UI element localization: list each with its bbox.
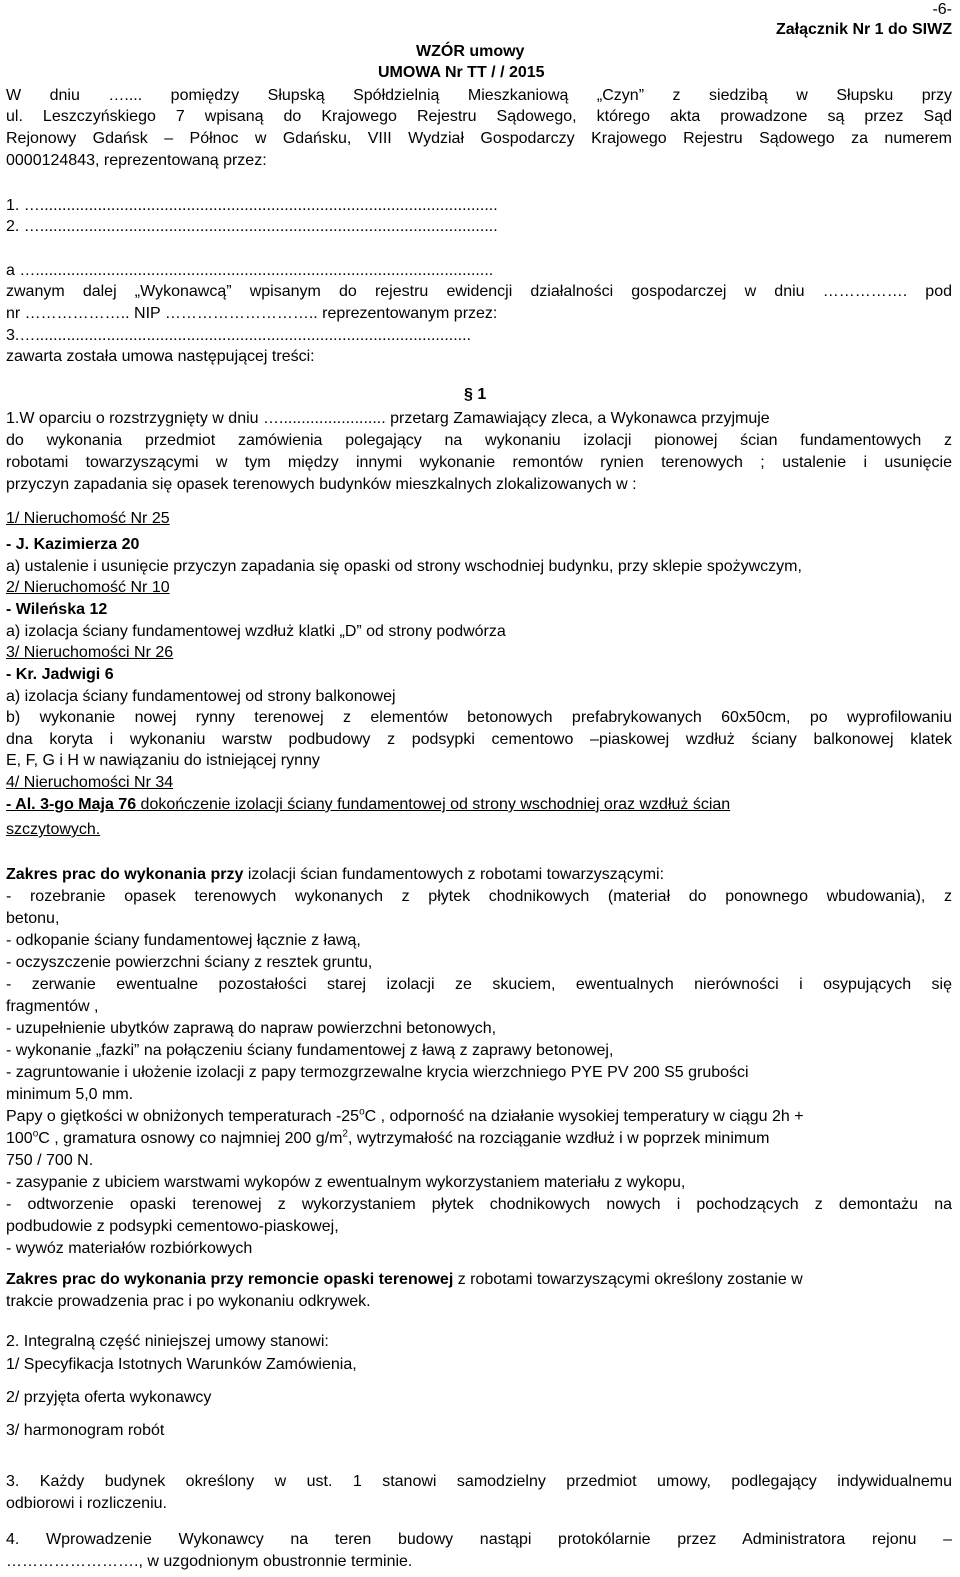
scope2-line-2: trakcie prowadzenia prac i po wykonaniu odkrywek. <box>6 1293 371 1310</box>
papa-spec-2b: C , gramatura osnowy co najmniej 200 g/m <box>38 1130 343 1147</box>
clause-1-rest: przetarg Zamawiający zleca, a Wykonawca przyjmuje <box>385 410 770 427</box>
template-title: WZÓR umowy <box>416 43 525 60</box>
contract-concluded-line: zawarta została umowa następującej treści: <box>6 348 315 365</box>
rep-line-2: 2. …....................................................................................................... <box>6 218 498 235</box>
scope-item-2: - odkopanie ściany fundamentowej łącznie z ławą, <box>6 932 361 949</box>
property-1-item-a: a) ustalenie i usunięcie przyczyn zapadania się opaski od strony wschodniej budynku, przy sklepie spożywczym, <box>6 558 802 575</box>
intro-line-4: 0000124843, reprezentowaną przez: <box>6 152 267 169</box>
property-4-title: 4/ Nieruchomości Nr 34 <box>6 774 174 791</box>
property-2-title: 2/ Nieruchomość Nr 10 <box>6 579 170 596</box>
papa-spec-1a: Papy o giętkości w obniżonych temperaturach -25 <box>6 1108 360 1125</box>
intro-line-2: ul. Leszczyńskiego 7 wpisaną do Krajowego Rejestru Sądowego, którego akta prowadzone są przez Sąd <box>6 108 952 125</box>
annex-label: Załącznik Nr 1 do SIWZ <box>775 21 952 38</box>
property-4-text: dokończenie izolacji ściany fundamentowej od strony wschodniej oraz wzdłuż ścian <box>136 796 731 813</box>
rep-line-3: 3.….................................................................................................. <box>6 327 471 344</box>
property-3-item-b-line-2: dna koryta i wykonaniu warstw podbudowy z podsypki cementowo –piaskowej wzdłuż ściany balkonowej klatek <box>6 731 952 748</box>
papa-spec-line-1 <box>6 1107 804 1126</box>
property-2-item-a: a) izolacja ściany fundamentowej wzdłuż klatki „D” od strony podwórza <box>6 623 506 640</box>
degree-sup-2: o <box>32 1128 39 1140</box>
papa-spec-2c: , wytrzymałość na rozciąganie wzdłuż i w poprzek minimum <box>347 1130 770 1147</box>
property-3-address: - Kr. Jadwigi 6 <box>6 666 114 683</box>
contractor-line: a …....................................................................................................... <box>6 262 494 279</box>
clause-4-line-1: 4. Wprowadzenie Wykonawcy na teren budowy nastąpi protokólarnie przez Administratora rejonu – <box>6 1531 952 1548</box>
scope-item-3: - oczyszczenie powierzchni ściany z resztek gruntu, <box>6 954 373 971</box>
scope2-rest: z robotami towarzyszącymi określony zostanie w <box>453 1271 803 1288</box>
section-paragraph-1: § 1 <box>464 386 487 403</box>
scope-item-6: - wykonanie „fazki” na połączeniu ściany fundamentowej z ławą z zaprawy betonowej, <box>6 1042 614 1059</box>
scope2-bold: Zakres prac do wykonania przy remoncie opaski terenowej <box>6 1271 454 1288</box>
clause-4-line-2: ……………………., w uzgodnionym obustronnie terminie. <box>6 1553 413 1570</box>
property-2-address: - Wileńska 12 <box>6 601 108 618</box>
intro-line-1: W dniu ….... pomiędzy Słupską Spółdzielnią Mieszkaniową „Czyn” z siedzibą w Słupsku przy <box>6 87 952 104</box>
contract-number: UMOWA Nr TT / / 2015 <box>378 64 545 81</box>
integral-item-3: 3/ harmonogram robót <box>6 1422 165 1439</box>
scope-item-10: - wywóz materiałów rozbiórkowych <box>6 1240 253 1257</box>
scope-item-4-cont: fragmentów , <box>6 998 99 1015</box>
scope-item-7: - zagruntowanie i ułożenie izolacji z papy termozgrzewalne krycia wierzchniego PYE PV 200 S5 grubości <box>6 1064 749 1081</box>
clause-3-line-1: 3. Każdy budynek określony w ust. 1 stanowi samodzielny przedmiot umowy, podlegający indywidualnemu <box>6 1473 952 1490</box>
clause-1-prefix: 1.W oparciu o rozstrzygnięty w dniu …........................ <box>6 410 386 427</box>
integral-heading: 2. Integralną część niniejszej umowy stanowi: <box>6 1333 329 1350</box>
property-3-item-a: a) izolacja ściany fundamentowej od strony balkonowej <box>6 688 396 705</box>
property-3-title: 3/ Nieruchomości Nr 26 <box>6 644 174 661</box>
scope-item-9-cont: podbudowie z podsypki cementowo-piaskowej, <box>6 1218 339 1235</box>
papa-spec-2a: 100 <box>6 1130 33 1147</box>
scope-item-4: - zerwanie ewentualne pozostałości starej izolacji ze skuciem, ewentualnych nierówności i osypujących się <box>6 976 952 993</box>
property-4-line-1 <box>6 795 730 814</box>
integral-item-1: 1/ Specyfikacja Istotnych Warunków Zamówienia, <box>6 1356 357 1373</box>
scope-item-9: - odtworzenie opaski terenowej z wykorzystaniem płytek chodnikowych nowych i pochodzących z demontażu na <box>6 1196 952 1213</box>
papa-spec-line-2 <box>6 1129 769 1148</box>
scope-item-7-cont: minimum 5,0 mm. <box>6 1086 134 1103</box>
clause-1-line-1 <box>6 409 770 428</box>
scope-heading-rest: izolacji ścian fundamentowych z robotami towarzyszącymi: <box>243 866 665 883</box>
clause-1-line-3: robotami towarzyszącymi w tym między innymi wykonanie remontów rynien terenowych ; ustalenie i usunięcie <box>6 454 952 471</box>
scope2-line-1 <box>6 1270 803 1289</box>
property-4-line-2: szczytowych. <box>6 821 101 838</box>
scope-heading-bold: Zakres prac do wykonania przy <box>6 866 244 883</box>
square-sup: 2 <box>342 1128 348 1140</box>
scope-item-1: - rozebranie opasek terenowych wykonanych z płytek chodnikowych (materiał do ponownego wbudowania), z <box>6 888 952 905</box>
property-3-item-b-line-3: E, F, G i H w nawiązaniu do istniejącej rynny <box>6 752 320 769</box>
clause-1-line-4: przyczyn zapadania się opasek terenowych budynków mieszkalnych zlokalizowanych w : <box>6 476 637 493</box>
papa-spec-1b: C , odporność na działanie wysokiej temperatury w ciągu 2h + <box>364 1108 804 1125</box>
clause-1-line-2: do wykonania przedmiot zamówienia polegający na wykonaniu izolacji pionowej ścian fundamentowych z <box>6 432 952 449</box>
property-3-item-b-line-1: b) wykonanie nowej rynny terenowej z elementów betonowych prefabrykowanych 60x50cm, po wyprofilowaniu <box>6 709 952 726</box>
property-1-address: - J. Kazimierza 20 <box>6 536 140 553</box>
scope-item-1-cont: betonu, <box>6 910 60 927</box>
scope-heading <box>6 865 664 884</box>
clause-3-line-2: odbiorowi i rozliczeniu. <box>6 1495 167 1512</box>
scope-item-8: - zasypanie z ubiciem warstwami wykopów z ewentualnym wykorzystaniem materiału z wykopu, <box>6 1174 686 1191</box>
contractor-called-line: zwanym dalej „Wykonawcą” wpisanym do rejestru ewidencji działalności gospodarczej w dniu ……………. pod <box>6 283 952 300</box>
papa-spec-line-3: 750 / 700 N. <box>6 1152 94 1169</box>
contractor-nip-line: nr ……………….. NIP ……………………….. reprezentowanym przez: <box>6 305 498 322</box>
property-4-address: - Al. 3-go Maja 76 <box>6 796 137 813</box>
degree-sup-1: o <box>359 1106 365 1118</box>
rep-line-1: 1. …....................................................................................................... <box>6 197 498 214</box>
intro-line-3: Rejonowy Gdańsk – Północ w Gdańsku, VIII Wydział Gospodarczy Krajowego Rejestru Sądowego za numerem <box>6 130 952 147</box>
page-number: -6- <box>932 1 952 18</box>
scope-item-5: - uzupełnienie ubytków zaprawą do napraw powierzchni betonowych, <box>6 1020 497 1037</box>
property-1-title: 1/ Nieruchomość Nr 25 <box>6 510 170 527</box>
integral-item-2: 2/ przyjęta oferta wykonawcy <box>6 1389 212 1406</box>
